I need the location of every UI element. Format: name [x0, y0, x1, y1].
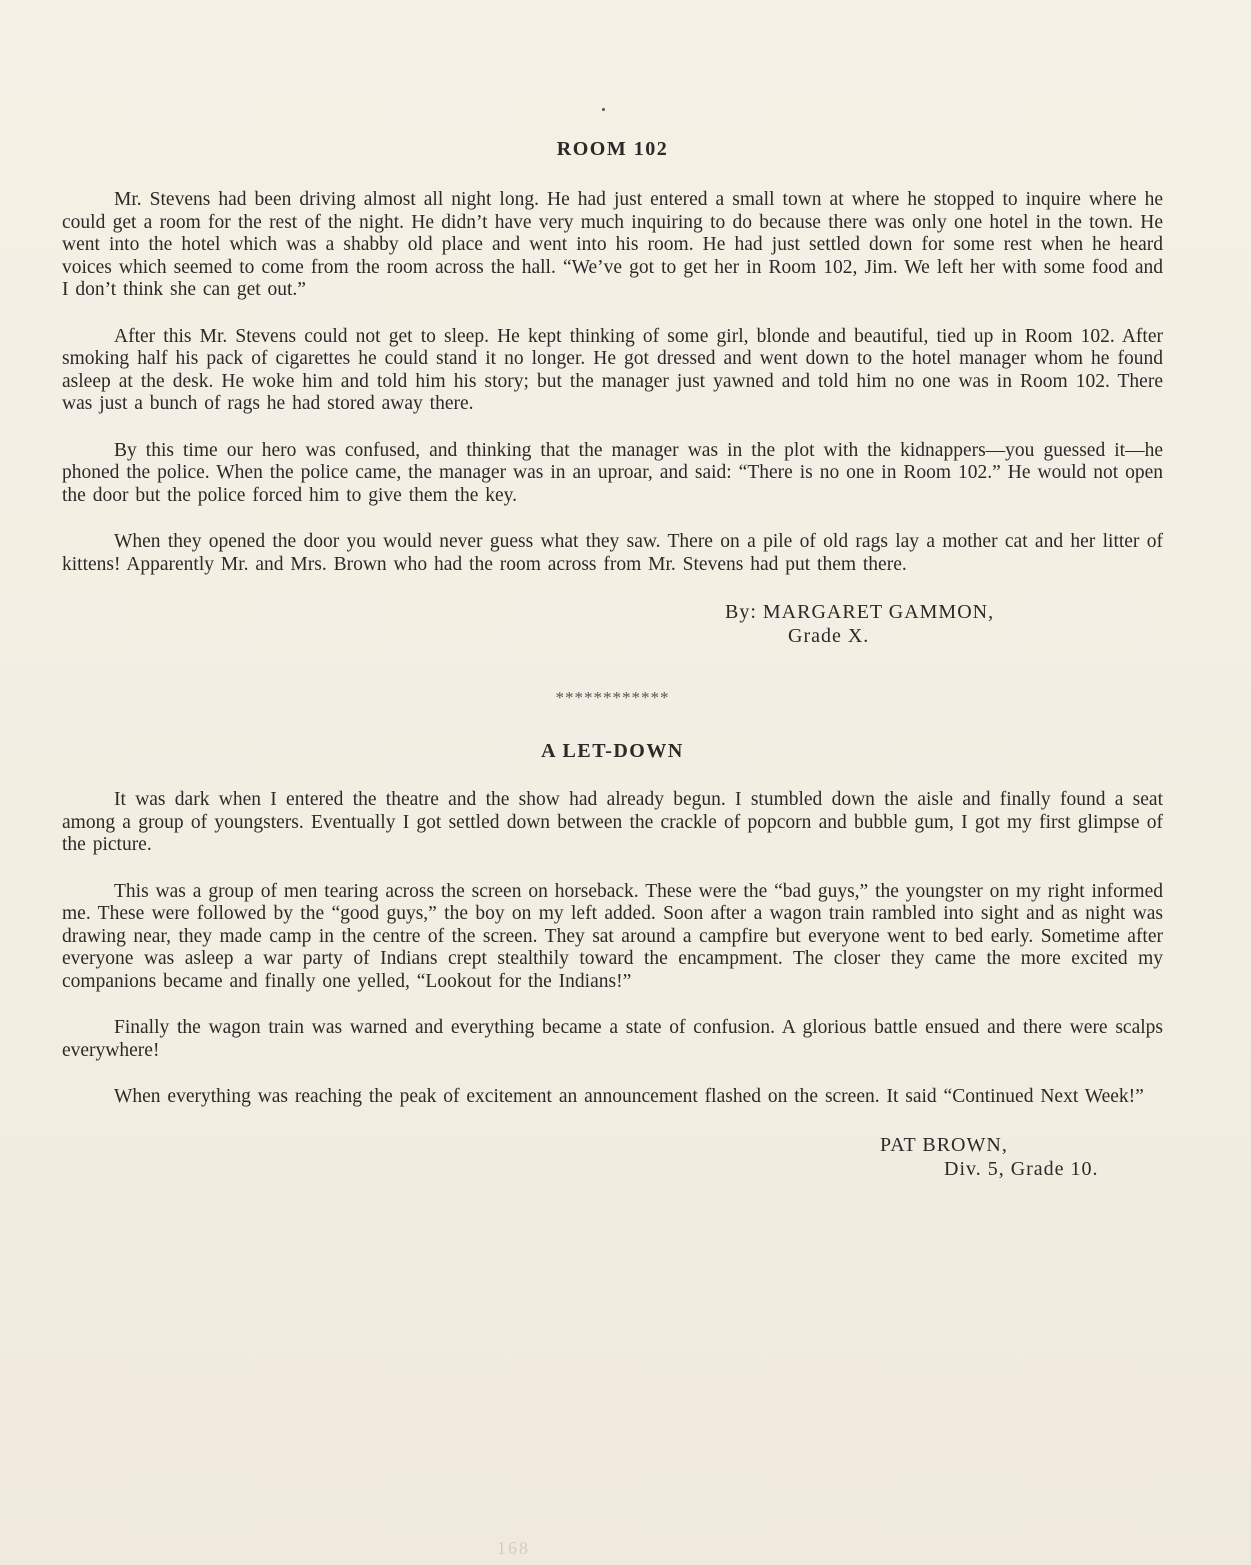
story-paragraph: When everything was reaching the peak of excitement an announcement flashed on the screen. It said “Continued Next Week!” [114, 1086, 1144, 1107]
page-number: 168 [497, 1538, 530, 1558]
story-paragraph: When they opened the door you would never guess what they saw. There on a pile of old rags lay a mother cat and her litter of kittens! Apparently Mr. and Mrs. Brown who had the room across from Mr. Stevens had put them there. [62, 531, 1163, 575]
story-let-down [62, 708, 1163, 1181]
story-paragraph: This was a group of men tearing across the screen on horseback. These were the “bad guys,” the youngster on my right informed me. These were followed by the “good guys,” the boy on my left added. Soon after a wagon train rambled into sight and as night was drawing near, they made camp in the centre of the screen. They sat around a campfire but everyone went to bed early. Sometime after everyone was asleep a war party of Indians crept stealthily toward the encampment. The closer they came the more excited my companions became and finally one yelled, “Lookout for the Indians!” [62, 880, 1163, 992]
byline-author: By: MARGARET GAMMON, [725, 601, 995, 623]
story-room-102 [62, 0, 1163, 648]
story-title: A LET-DOWN [541, 740, 684, 762]
story-paragraph: By this time our hero was confused, and thinking that the manager was in the plot with the kidnappers—you guessed it—he phoned the police. When the police came, the manager was in an uproar, and said: “There is no one in Room 102.” He would not open the door but the police forced him to give them the key. [62, 439, 1163, 506]
story-paragraph: It was dark when I entered the theatre and the show had already begun. I stumbled down the aisle and finally found a seat among a group of youngsters. Eventually I got settled down between the crackle of popcorn and bubble gum, I got my first glimpse of the picture. [62, 789, 1163, 855]
byline-grade: Grade X. [788, 625, 870, 647]
story-paragraph: Mr. Stevens had been driving almost all night long. He had just entered a small town at where he stopped to inquire where he could get a room for the rest of the night. He didn’t have very much inquiring to do because there was only one hotel in the town. He went into the hotel which was a shabby old place and went into his room. He had just settled down for some rest when he heard voices which seemed to come from the room across the hall. “We’ve got to get her in Room 102, Jim. We left her with some food and I don’t think she can get out.” [62, 189, 1163, 300]
story-paragraph: After this Mr. Stevens could not get to sleep. He kept thinking of some girl, blonde and beautiful, tied up in Room 102. After smoking half his pack of cigarettes he could stand it no longer. He got dressed and went down to the hotel manager whom he found asleep at the desk. He woke him and told him his story; but the manager just yawned and told him no one was in Room 102. There was just a bunch of rags he had stored away there. [62, 325, 1163, 414]
byline [725, 600, 1163, 648]
byline [880, 1133, 1163, 1181]
story-title: ROOM 102 [556, 138, 669, 160]
story-paragraph: Finally the wagon train was warned and everything became a state of confusion. A glorious battle ensued and there were scalps everywhere! [62, 1017, 1163, 1061]
section-divider: ************ [555, 688, 670, 707]
byline-author: PAT BROWN, [880, 1133, 1008, 1156]
byline-grade: Div. 5, Grade 10. [944, 1157, 1099, 1180]
